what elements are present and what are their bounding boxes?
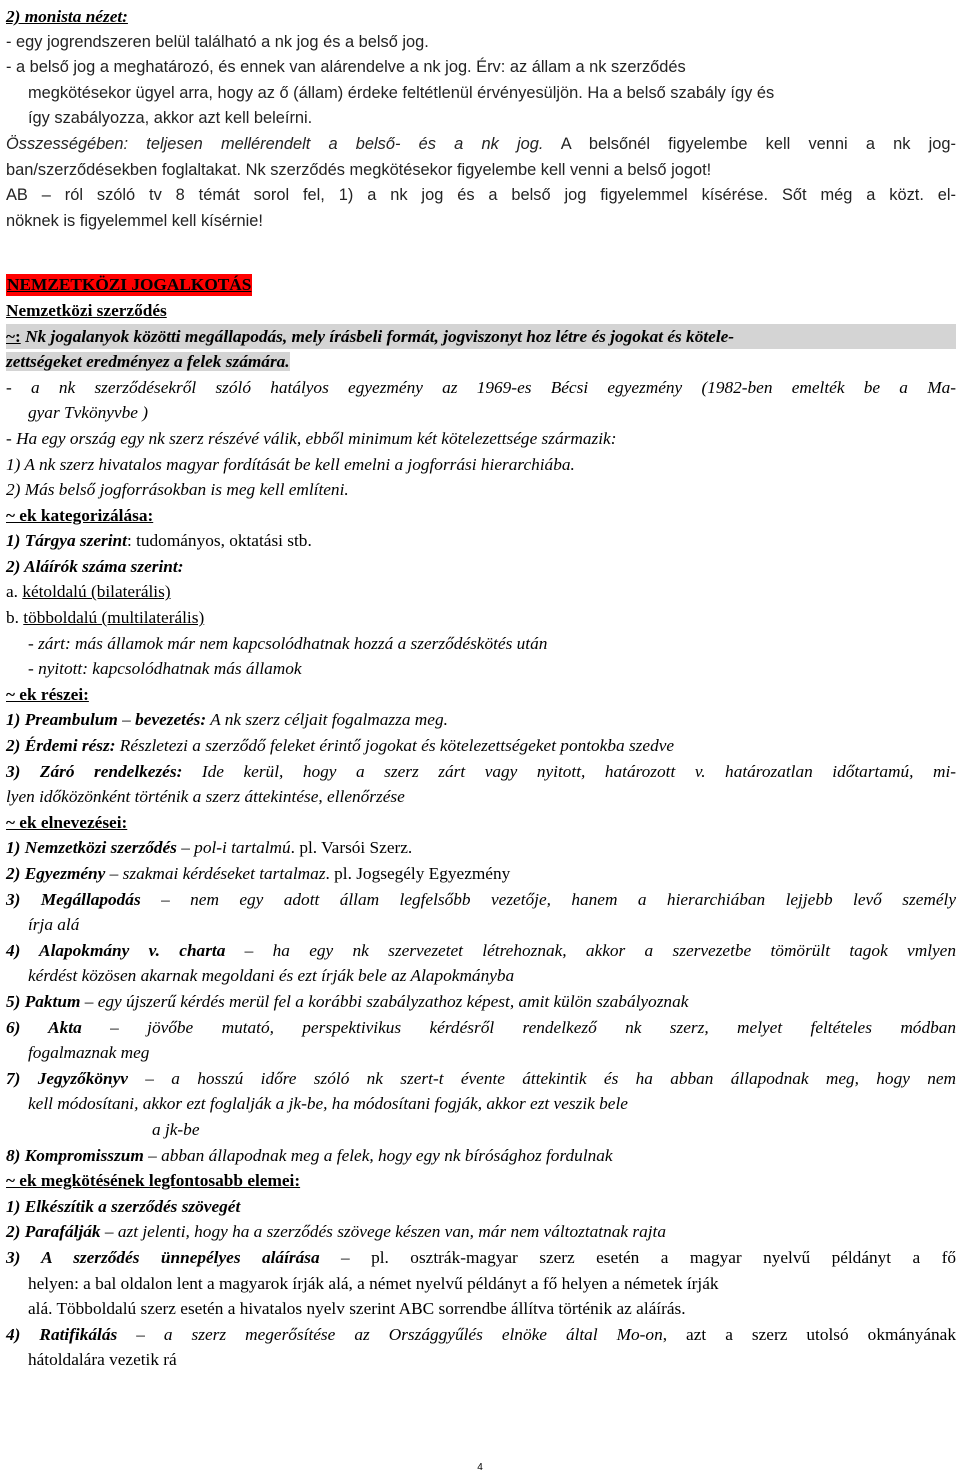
monista-line: - egy jogrendszeren belül található a nk jog és a belső jog. xyxy=(6,32,429,51)
list-item: kell módosítani, akkor ezt foglalják a jk-be, ha módosítani fogják, akkor ezt veszik bele xyxy=(28,1094,628,1114)
list-item: 1) Nemzetközi szerződés – pol-i tartalmú. pl. Varsói Szerz. xyxy=(6,838,413,858)
list-item: 2) Érdemi rész: Részletezi a szerződő feleket érintő jogokat és kötelezettségeket pontokba szedve xyxy=(6,736,675,756)
list-item: 7) Jegyzőkönyv – a hosszú időre szóló nk szert-t évente áttekintik és ha abban állapodnak meg, hogy nem xyxy=(6,1068,956,1088)
list-item: fogalmaznak meg xyxy=(28,1043,150,1063)
paragraph: - a nk szerződésekről szóló hatályos egyezmény az 1969-es Bécsi egyezmény (1982-ben emelték be a Ma- xyxy=(6,377,956,397)
monista-line: így szabályozza, akkor azt kell beleírni. xyxy=(28,109,313,128)
list-item: írja alá xyxy=(28,915,80,935)
list-item: hátoldalára vezetik rá xyxy=(28,1350,177,1370)
kategorizalas-heading: ~ ek kategorizálása: xyxy=(6,505,154,525)
list-item: 6) Akta – jövőbe mutató, perspektivikus kérdésről rendelkező nk szerz, melyet feltételes módban xyxy=(6,1017,957,1037)
spacer xyxy=(6,234,956,272)
list-item: 3) A szerződés ünnepélyes aláírása – pl. osztrák-magyar szerz esetén a magyar nyelvű példányt a fő xyxy=(6,1247,957,1267)
monista-line: nöknek is figyelemmel kell kísérnie! xyxy=(6,211,263,230)
paragraph: gyar Tvkönyvbe ) xyxy=(28,403,148,423)
monista-line: Összességében: teljesen mellérendelt a belső- és a nk jog. A belsőnél figyelembe kell venni a nk jog- xyxy=(6,134,956,153)
list-item: 2) Egyezmény – szakmai kérdéseket tartalmaz. pl. Jogsegély Egyezmény xyxy=(6,864,511,883)
megkotes-heading: ~ ek megkötésének legfontosabb elemei: xyxy=(6,1171,301,1191)
paragraph: 2) Más belső jogforrásokban is meg kell említeni. xyxy=(6,480,349,500)
list-item: 4) Ratifikálás – a szerz megerősítése az Országgyűlés elnöke által Mo-on, azt a szerz utolsó okmányának xyxy=(6,1324,956,1344)
list-item: alá. Többoldalú szerz esetén a hivatalos nyelv szerint ABC sorrendbe állítva történik az aláírás. xyxy=(28,1299,686,1319)
list-item: 2) Parafálják – azt jelenti, hogy ha a szerződés szövege készen van, már nem változtatnak rajta xyxy=(6,1222,666,1242)
list-item: 3) Záró rendelkezés: Ide kerül, hogy a szerz zárt vagy nyitott, határozott v. határozatlan időtartamú, mi- xyxy=(6,761,957,781)
page-number: 4 xyxy=(477,1462,483,1473)
list-item: kérdést közösen akarnak megoldani és ezt írják bele az Alapokmányba xyxy=(28,966,515,986)
list-item: lyen időközönként történik a szerz áttekintése, ellenőrzése xyxy=(6,787,405,807)
list-item: 1) Tárgya szerint: tudományos, oktatási stb. xyxy=(6,531,312,551)
monista-line: - a belső jog a meghatározó, és ennek van alárendelve a nk jog. Érv: az állam a nk szerződés xyxy=(6,58,686,77)
list-item: 3) Megállapodás – nem egy adott állam legfelsőbb vezetője, hanem a hierarchiában lejjebb levő személy xyxy=(6,889,956,909)
monista-line: megkötésekor ügyel arra, hogy az ő (állam) érdeke feltétlenül érvényesüljön. Ha a belső szabály így és xyxy=(28,83,775,102)
list-item: 8) Kompromisszum – abban állapodnak meg a felek, hogy egy nk bírósághoz fordulnak xyxy=(6,1145,613,1165)
list-item: 2) Aláírók száma szerint: xyxy=(6,556,184,576)
list-item: - zárt: más államok már nem kapcsolódhatnak hozzá a szerződéskötés után xyxy=(28,633,548,653)
section-heading: 2) monista nézet: xyxy=(6,7,128,26)
list-item: 1) Preambulum – bevezetés: A nk szerz céljait fogalmazza meg. xyxy=(6,710,448,730)
definition: zettségeket eredményez a felek számára. xyxy=(6,352,290,372)
list-item: b. többoldalú (multilaterális) xyxy=(6,608,205,628)
reszei-heading: ~ ek részei: xyxy=(6,684,89,704)
list-item: a jk-be xyxy=(152,1119,200,1139)
list-item: 1) Elkészítik a szerződés szövegét xyxy=(6,1196,241,1216)
list-item: helyen: a bal oldalon lent a magyarok írják alá, a német nyelvű példányt a fő helyen a németek írják xyxy=(28,1273,719,1293)
list-item: 4) Alapokmány v. charta – ha egy nk szervezetet létrehoznak, akkor a szervezetbe tömörült tagok vmlyen xyxy=(6,940,956,960)
paragraph: 1) A nk szerz hivatalos magyar fordítását be kell emelni a jogforrási hierarchiába. xyxy=(6,454,575,474)
subtitle: Nemzetközi szerződés xyxy=(6,300,167,320)
list-item: a. kétoldalú (bilaterális) xyxy=(6,582,171,602)
list-item: - nyitott: kapcsolódhatnak más államok xyxy=(28,659,302,679)
list-item: 5) Paktum – egy újszerű kérdés merül fel a korábbi szabályzathoz képest, amit külön szabályoznak xyxy=(6,991,689,1011)
elnevezesei-heading: ~ ek elnevezései: xyxy=(6,812,128,832)
monista-line: ban/szerződésekben foglaltakat. Nk szerződés megkötésekor figyelembe kell venni a belső jogot! xyxy=(6,160,712,179)
paragraph: - Ha egy ország egy nk szerz részévé válik, ebből minimum két kötelezettsége származik: xyxy=(6,428,617,448)
section-title: NEMZETKÖZI JOGALKOTÁS xyxy=(7,275,252,295)
definition: ~: Nk jogalanyok közötti megállapodás, mely írásbeli formát, jogviszonyt hoz létre és jogokat és kötele- xyxy=(6,324,956,350)
monista-line: AB – ról szóló tv 8 témát sorol fel, 1) a nk jog és a belső jog figyelemmel kísérése. Sőt még a közt. el- xyxy=(6,186,956,205)
document-page xyxy=(6,4,956,1373)
